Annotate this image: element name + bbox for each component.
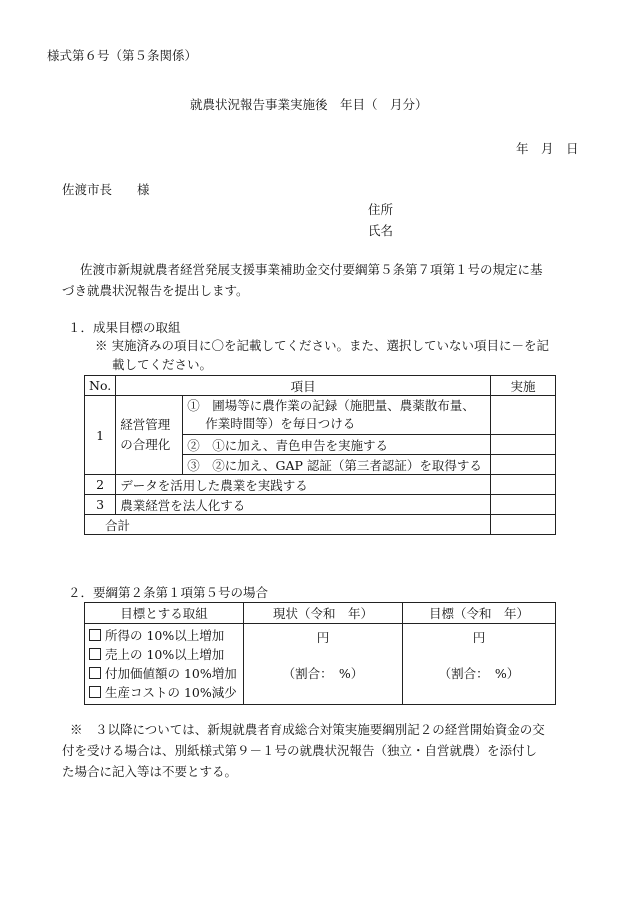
target-cell[interactable]	[403, 624, 556, 705]
current-ratio: （割合： %）	[282, 666, 364, 681]
total-label: 合計	[85, 515, 491, 535]
achievement-table	[84, 375, 556, 535]
item-1-line-1: ① 圃場等に農作業の記録（施肥量、農薬散布量、	[187, 398, 475, 413]
checkbox-icon[interactable]	[89, 629, 101, 641]
done-cell-1[interactable]	[491, 396, 556, 435]
option-income[interactable]: 所得の 10%以上増加	[89, 626, 239, 645]
option-sales[interactable]: 売上の 10%以上増加	[89, 645, 239, 664]
footnote-line-2: 付を受ける場合は、別紙様式第９－１号の就農状況報告（独立・自営就農）を添付し	[62, 743, 538, 758]
checkbox-icon[interactable]	[89, 667, 101, 679]
done-cell-3[interactable]	[491, 455, 556, 475]
checkbox-icon[interactable]	[89, 648, 101, 660]
header-goal: 目標とする取組	[85, 603, 244, 624]
form-number: 様式第６号（第５条関係）	[47, 48, 198, 63]
checkbox-icon[interactable]	[89, 686, 101, 698]
header-no: No.	[85, 376, 116, 396]
current-yen: 円	[316, 630, 330, 645]
footnote-line-1: ※ ３以降については、新規就農者育成総合対策実施要綱別記２の経営開始資金の交	[70, 722, 545, 737]
page-title: 就農状況報告事業実施後 年目（ 月分）	[190, 97, 428, 112]
row-no-3: 3	[85, 495, 116, 515]
option-cost[interactable]: 生産コストの 10%減少	[89, 683, 239, 702]
item-3-cell: ③ ②に加え、GAP 認証（第三者認証）を取得する	[183, 455, 491, 475]
goal-options	[85, 624, 244, 705]
date-line: 年 月 日	[516, 141, 579, 156]
name-label: 氏名	[368, 223, 394, 238]
item-2-cell: ② ①に加え、青色申告を実施する	[183, 435, 491, 455]
section1-note-line-2: 載してください。	[112, 357, 213, 372]
address-label: 住所	[368, 202, 394, 217]
row-no-2: 2	[85, 475, 116, 495]
header-target: 目標（令和 年）	[403, 603, 556, 624]
header-current: 現状（令和 年）	[244, 603, 403, 624]
addressee: 佐渡市長 様	[62, 182, 150, 197]
total-cell[interactable]	[491, 515, 556, 535]
target-ratio: （割合： %）	[438, 666, 520, 681]
category-line-2: の合理化	[120, 437, 171, 452]
done-cell-2[interactable]	[491, 435, 556, 455]
target-yen: 円	[472, 630, 486, 645]
intro-line-2: づき就農状況報告を提出します。	[62, 283, 249, 298]
option-value-added[interactable]: 付加価値額の 10%増加	[89, 664, 239, 683]
current-cell[interactable]	[244, 624, 403, 705]
category-line-1: 経営管理	[120, 417, 171, 432]
done-cell-4[interactable]	[491, 475, 556, 495]
section2-heading: ２．要綱第２条第１項第５号の場合	[68, 585, 269, 600]
header-item: 項目	[116, 376, 491, 396]
item-1-cell	[183, 396, 491, 435]
intro-line-1: 佐渡市新規就農者経営発展支援事業補助金交付要綱第５条第７項第１号の規定に基	[80, 262, 543, 277]
section1-note-line-1: ※ 実施済みの項目に〇を記載してください。また、選択していない項目に－を記	[95, 338, 549, 353]
row-no-1: 1	[85, 396, 116, 475]
item-1-line-2: 作業時間等）を毎日つける	[205, 416, 356, 431]
done-cell-5[interactable]	[491, 495, 556, 515]
row-3-text: 農業経営を法人化する	[116, 495, 491, 515]
row-2-text: データを活用した農業を実践する	[116, 475, 491, 495]
category-cell	[116, 396, 183, 475]
header-done: 実施	[491, 376, 556, 396]
footnote-line-3: た場合に記入等は不要とする。	[62, 764, 238, 779]
target-table	[84, 602, 556, 705]
section1-heading: １．成果目標の取組	[68, 320, 181, 335]
